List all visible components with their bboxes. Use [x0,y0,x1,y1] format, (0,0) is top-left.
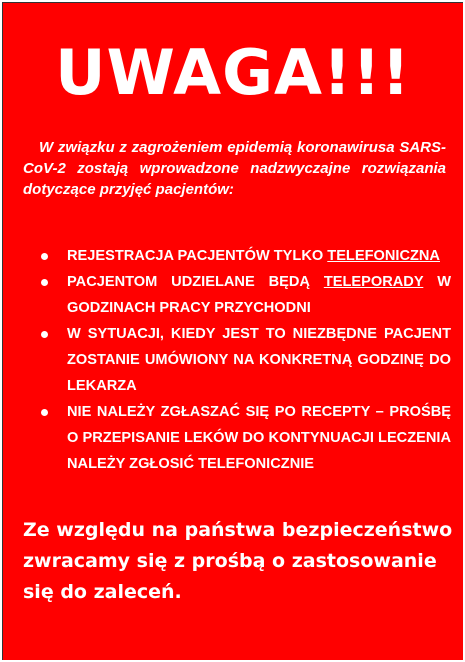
list-item-underlined: TELEFONICZNA [327,248,440,264]
list-item [41,399,451,477]
bullet-icon [41,253,48,260]
intro-paragraph [23,137,446,200]
list-item-text: PACJENTOM UDZIELANE BĘDĄ [67,274,324,290]
list-item [41,243,451,269]
poster [2,2,463,660]
list-item [41,269,451,321]
list-item-text-after: W GODZINACH PRACY PRZYCHODNI [67,274,451,316]
closing-paragraph: Ze względu na państwa bezpieczeństwo zwracamy się z prośbą o zastosowanie się do zaleceń. [23,519,453,603]
intro-text: W związku z zagrożeniem epidemią koronawirusa SARS-CoV-2 zostają wprowadzone nadzwyczajne rozwiązania dotyczące przyjęć pacjentów: [23,139,446,198]
bullet-icon [41,409,48,416]
list-item-text: REJESTRACJA PACJENTÓW TYLKO [67,248,328,264]
list-item [41,321,451,399]
list-item-text: W SYTUACJI, KIEDY JEST TO NIEZBĘDNE PACJENT ZOSTANIE UMÓWIONY NA KONKRETNĄ GODZINĘ DO LEKARZA [67,326,451,394]
list-item-underlined: TELEPORADY [323,274,424,290]
bullet-icon [41,331,48,338]
poster-title: UWAGA!!! [55,36,411,109]
rules-list [41,243,451,477]
bullet-icon [41,279,48,286]
list-item-text: NIE NALEŻY ZGŁASZAĆ SIĘ PO RECEPTY – PROŚBĘ O PRZEPISANIE LEKÓW DO KONTYNUACJI LECZENIA NALEŻY ZGŁOSIĆ TELEFONICZNIE [67,404,451,472]
